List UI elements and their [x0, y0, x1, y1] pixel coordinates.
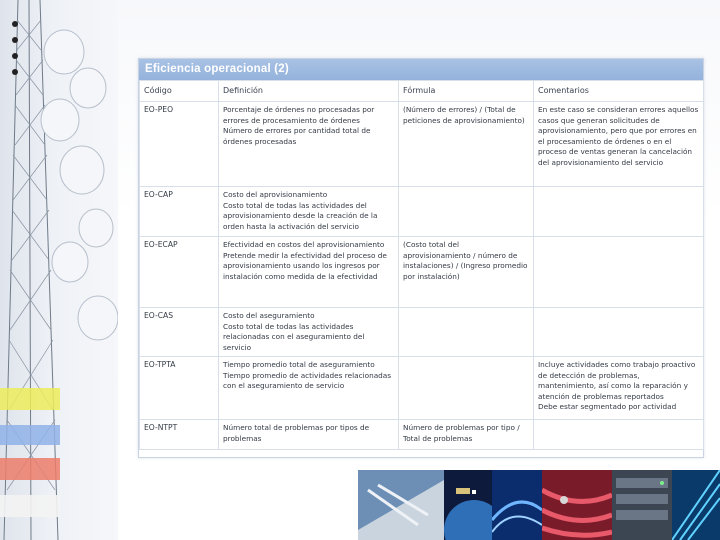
definition-line: Costo total de todas las actividades relacionadas con el aseguramiento del servicio [223, 321, 365, 352]
panel-title: Eficiencia operacional (2) [139, 59, 703, 80]
network-cables-photo [542, 470, 612, 540]
header-definicion: Definición [219, 81, 399, 102]
optical-fiber-photo [672, 470, 720, 540]
comments-line: Incluye actividades como trabajo proactivo de detección de problemas, mantenimiento, así como la reparación y atención de problemas reportados [538, 360, 696, 401]
definition-line: Porcentaje de órdenes no procesadas por errores de procesamiento de órdenes [223, 105, 375, 125]
fiber-light-photo [492, 470, 542, 540]
cell-code: EO-NTPT [140, 420, 219, 450]
definition-line: Efectividad en costos del aprovisionamiento [223, 240, 385, 249]
cell-definition [219, 102, 399, 187]
definition-line: Tiempo promedio de actividades relacionadas con el aseguramiento de servicio [223, 370, 392, 390]
cell-comments [534, 237, 704, 308]
cell-code: EO-CAS [140, 308, 219, 357]
table-panel [138, 58, 704, 458]
table-row [140, 187, 704, 237]
definition-line: Número de errores por cantidad total de órdenes procesadas [223, 126, 371, 146]
cell-formula [399, 420, 534, 450]
table-row [140, 420, 704, 450]
satellite-orbit-photo [444, 470, 492, 540]
definition-line: Número total de problemas por tipos de problemas [223, 423, 370, 443]
cell-code: EO-TPTA [140, 357, 219, 420]
cell-comments [534, 420, 704, 450]
definition-line: Pretende medir la efectividad del proceso de aprovisionamiento usando los ingresos por instalación como medida de la efectividad [223, 250, 387, 281]
satellite-dish-photo [358, 470, 444, 540]
cell-comments [534, 102, 704, 187]
cell-comments [534, 357, 704, 420]
cell-definition [219, 357, 399, 420]
formula-line: (Costo total del aprovisionamiento / número de instalaciones) / (Ingreso promedio por instalación) [403, 240, 528, 281]
table-row [140, 357, 704, 420]
definition-line: Costo del aseguramiento [223, 311, 315, 320]
cell-formula [399, 187, 534, 237]
cell-code: EO-ECAP [140, 237, 219, 308]
header-comentarios: Comentarios [534, 81, 704, 102]
table-row [140, 237, 704, 308]
comments-line: En este caso se consideran errores aquellos casos que generan solicitudes de aprovisionamiento, pero que por errores en el procesamiento de órdenes o en el proceso de ventas generan la cancelación del aprovisionamiento del servicio [538, 105, 699, 167]
formula-line: Número de problemas por tipo / Total de problemas [403, 423, 520, 443]
cell-comments [534, 308, 704, 357]
comments-line: Debe estar segmentado por actividad [538, 402, 677, 411]
cell-definition [219, 420, 399, 450]
table-row [140, 102, 704, 187]
cell-comments [534, 187, 704, 237]
cell-formula [399, 308, 534, 357]
server-rack-photo [612, 470, 672, 540]
header-codigo: Código [140, 81, 219, 102]
definition-line: Tiempo promedio total de aseguramiento [223, 360, 375, 369]
cell-definition [219, 237, 399, 308]
telecom-tower-image [0, 0, 118, 540]
cell-formula [399, 102, 534, 187]
cell-code: EO-CAP [140, 187, 219, 237]
header-formula: Fórmula [399, 81, 534, 102]
cell-definition [219, 308, 399, 357]
bottom-photo-strip [358, 470, 720, 540]
cell-formula [399, 357, 534, 420]
table-row [140, 308, 704, 357]
cell-definition [219, 187, 399, 237]
definition-line: Costo total de todas las actividades del aprovisionamiento desde la creación de la orden hasta la activación del servicio [223, 200, 378, 231]
formula-line: (Número de errores) / (Total de peticiones de aprovisionamiento) [403, 105, 525, 125]
definition-line: Costo del aprovisionamiento [223, 190, 328, 199]
indicators-table [139, 80, 704, 450]
cell-code: EO-PEO [140, 102, 219, 187]
cell-formula [399, 237, 534, 308]
table-header-row [140, 81, 704, 102]
